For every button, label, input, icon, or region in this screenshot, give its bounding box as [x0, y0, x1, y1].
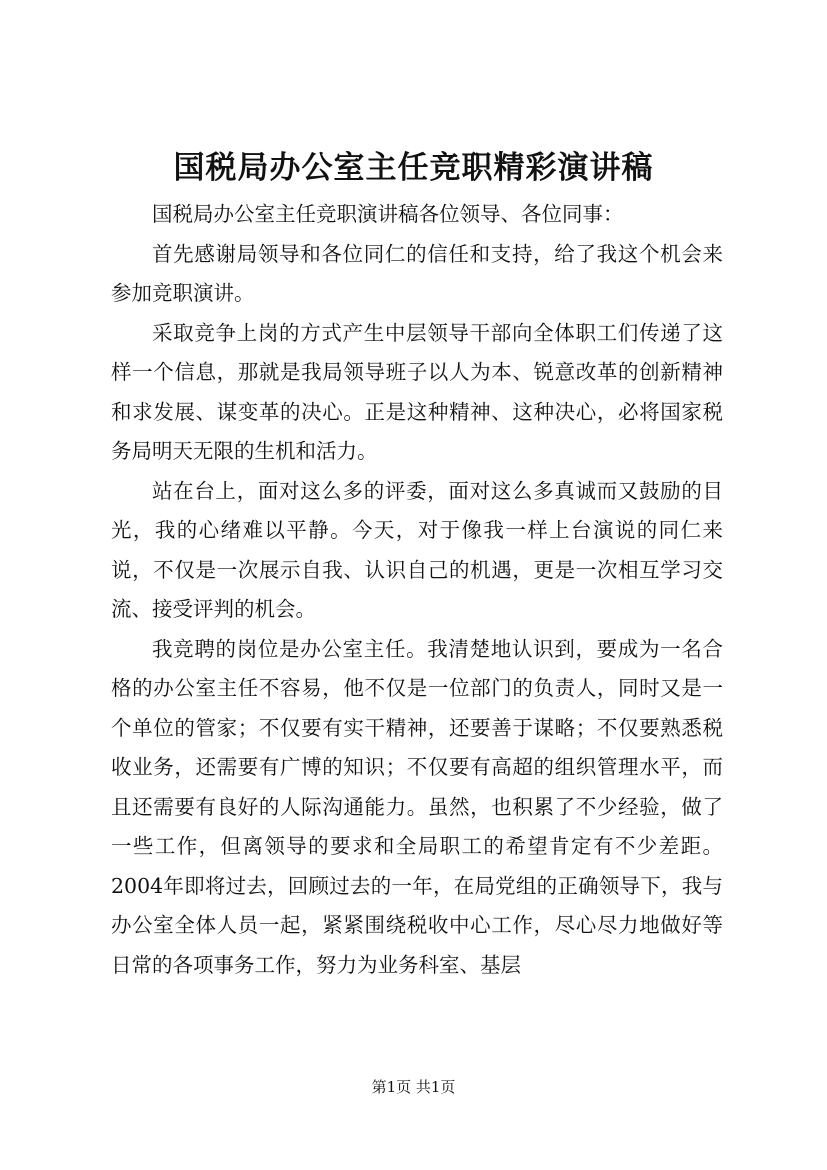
document-title: 国税局办公室主任竞职精彩演讲稿	[173, 150, 654, 186]
page-footer: 第1页 共1页	[371, 1078, 456, 1096]
paragraph-thanks: 首先感谢局领导和各位同仁的信任和支持，给了我这个机会来参加竞职演讲。	[111, 241, 723, 305]
paragraph-position: 我竞聘的岗位是办公室主任。我清楚地认识到，要成为一名合格的办公室主任不容易，他不仅是一位部门的负责人，同时又是一个单位的管家；不仅要有实干精神，还要善于谋略；不仅要熟悉税收业务，还需要有广博的知识；不仅要有高超的组织管理水平，而且还需要有良好的人际沟通能力。虽然，也积累了不少经验，做了一些工作，但离领导的要求和全局职工的希望肯定有不少差距。2004年即将过去，回顾过去的一年，在局党组的正确领导下，我与办公室全体人员一起，紧紧围绕税收中心工作，尽心尽力地做好等日常的各项事务工作，努力为业务科室、基层	[111, 636, 723, 977]
paragraph-on-stage: 站在台上，面对这么多的评委，面对这么多真诚而又鼓励的目光，我的心绪难以平静。今天，对于像我一样上台演说的同仁来说，不仅是一次展示自我、认识自己的机遇，更是一次相互学习交流、接受评判的机会。	[111, 478, 723, 621]
paragraph-salutation: 国税局办公室主任竞职演讲稿各位领导、各位同事：	[152, 202, 624, 226]
paragraph-competition: 采取竞争上岗的方式产生中层领导干部向全体职工们传递了这样一个信息，那就是我局领导班子以人为本、锐意改革的创新精神和求发展、谋变革的决心。正是这种精神、这种决心，必将国家税务局明天无限的生机和活力。	[111, 320, 723, 463]
document-body	[111, 195, 723, 985]
